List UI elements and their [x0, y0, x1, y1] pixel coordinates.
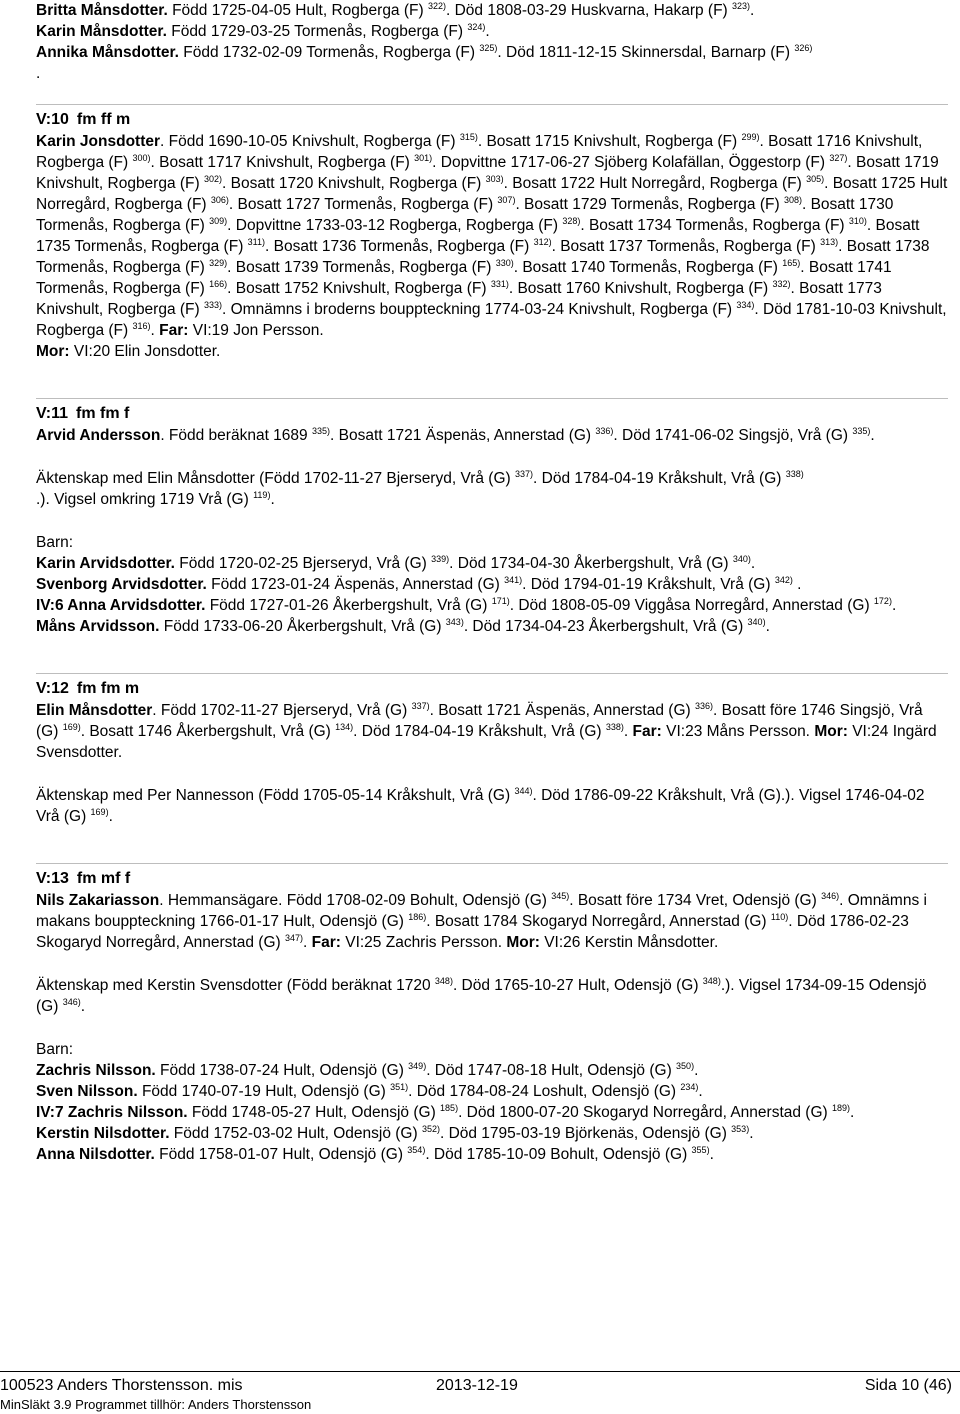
source-ref: 307)	[497, 195, 516, 205]
residence-text: . Bosatt 1738 Tormenås, Rogberga (F)	[36, 238, 930, 276]
source-ref: 328)	[562, 216, 581, 226]
person-name[interactable]: Annika Månsdotter.	[36, 44, 179, 61]
residence-text: . Bosatt 1760 Knivshult, Rogberga (F)	[508, 280, 773, 297]
father-link[interactable]: VI:25 Zachris Persson.	[340, 934, 503, 951]
source-ref: 303)	[485, 174, 504, 184]
child-entry	[36, 595, 948, 616]
source-ref: 301)	[414, 153, 433, 163]
source-ref: 185)	[440, 1103, 459, 1113]
child-entry	[36, 1081, 948, 1102]
page-footer	[0, 1377, 952, 1413]
source-ref: 332)	[772, 279, 791, 289]
child-entry	[36, 1123, 948, 1144]
source-ref: 166)	[209, 279, 228, 289]
source-ref: 334)	[736, 300, 755, 310]
source-ref: 343)	[445, 617, 464, 627]
source-ref: 234)	[680, 1082, 699, 1092]
person-biography: Karin Jonsdotter. Född 1690-10-05 Knivshult, Rogberga (F) $^{315)}$. Bosatt 1715 Knivshult, Rogberga (F) $^{299)}$. Bosatt 1716 Knivshult, Rogberga (F) $^{300)}$. Bosatt 1717 Knivshult, Rogberga (F) $^{301)}$. Dopvittne 1717-06-27 Sjöberg Kolafällan, Öggestorp (F) $^{327)}$. Bosatt 1719 Knivshult, Rogberga (F) $^{302)}$. Bosatt 1720 Knivshult, Rogberga (F) $^{303)}$. Bosatt 1722 Hult Norregård, Rogberga (F) $^{305)}$. Bosatt 1725 Hult Norregård, Rogberga (F) $^{306)}$. Bosatt 1727 Tormenås, Rogberga (F) $^{307)}$. Bosatt 1729 Tormenås, Rogberga (F) $^{308)}$. Bosatt 1730 Tormenås, Rogberga (F) $^{309)}$. Dopvittne 1733-03-12 Rogberga, Rogberga (F) $^{328)}$. Bosatt 1734 Tormenås, Rogberga (F) $^{310)}$. Bosatt 1735 Tormenås, Rogberga (F) $^{311)}$. Bosatt 1736 Tormenås, Rogberga (F) $^{312)}$. Bosatt 1737 Tormenås, Rogberga (F) $^{313)}$. Bosatt 1738 Tormenås, Rogberga (F) $^{329)}$. Bosatt 1739 Tormenås, Rogberga (F) $^{330)}$. Bosatt 1740 Tormenås, Rogberga (F) $^{165)}$. Bosatt 1741 Tormenås, Rogberga (F) $^{166)}$. Bosatt 1752 Knivshult, Rogberga (F) $^{331)}$. Bosatt 1760 Knivshult, Rogberga (F) $^{332)}$. Bosatt 1773 Knivshult, Rogberga (F) $^{333)}$. Omnämns i broderns bouppteckning 1774-03-24 Knivshult, Rogberga (F) $^{334)}$. Död 1781-10-03 Knivshult, Rogberga (F) $^{316)}$. Far: VI:19 Jon Persson. Mor: VI:20 Elin Jonsdotter.	[36, 132, 948, 360]
generation-heading: V:12 fm fm m	[36, 673, 948, 700]
source-ref: 311)	[247, 237, 266, 247]
person-biography: Nils Zakariasson. Hemmansägare. Född 1708-02-09 Bohult, Odensjö (G) $^{345)}$. Bosatt före 1734 Vret, Odensjö (G) $^{346)}$. Omnämns i makans bouppteckning 1766-01-17 Hult, Odensjö (G) $^{186)}$. Bosatt 1784 Skogaryd Norregård, Annerstad (G) $^{110)}$. Död 1786-02-23 Skogaryd Norregård, Annerstad (G) $^{347)}$. Far: VI:25 Zachris Persson. Mor: VI:26 Kerstin Månsdotter.	[36, 891, 927, 951]
source-ref: 189)	[832, 1103, 851, 1113]
children-heading: Barn:	[36, 534, 74, 551]
residence-text: . Bosatt 1715 Knivshult, Rogberga (F)	[477, 133, 742, 150]
person-biography: Arvid Andersson. Född beräknat 1689 $^{335)}$. Bosatt 1721 Äspenäs, Annerstad (G) $^{336)}$. Död 1741-06-02 Singsjö, Vrå (G) $^{335)}$.	[36, 426, 875, 444]
residence-text: . Omnämns i broderns bouppteckning 1774-03-24 Knivshult, Rogberga (F)	[222, 301, 737, 318]
child-name[interactable]: Måns Arvidsson.	[36, 618, 160, 635]
source-ref: 302)	[204, 174, 223, 184]
person-name[interactable]: Karin Månsdotter.	[36, 23, 167, 40]
residence-text: . Dopvittne 1717-06-27 Sjöberg Kolafällan, Öggestorp (F)	[432, 154, 830, 171]
children-list	[36, 553, 948, 637]
source-ref: 355)	[691, 1145, 710, 1155]
section-v13	[36, 863, 948, 1165]
child-name[interactable]: Zachris Nilsson.	[36, 1062, 156, 1079]
source-ref: 351)	[390, 1082, 409, 1092]
source-ref: 316)	[132, 321, 151, 331]
death-text: . Död 1795-03-19 Björkenäs, Odensjö (G)	[439, 1125, 732, 1142]
child-name[interactable]: IV:6 Anna Arvidsdotter.	[36, 597, 206, 614]
source-ref: 352)	[421, 1124, 440, 1134]
source-ref: 353)	[731, 1124, 750, 1134]
source-ref: 341)	[504, 575, 523, 585]
residence-text: . Bosatt 1734 Tormenås, Rogberga (F)	[580, 217, 849, 234]
person-name[interactable]: Arvid Andersson	[36, 427, 161, 444]
end-text: .	[850, 1104, 855, 1121]
source-ref: 329)	[209, 258, 228, 268]
residence-text: . Bosatt 1736 Tormenås, Rogberga (F)	[265, 238, 534, 255]
entry-annika: Annika Månsdotter. Född 1732-02-09 Tormenås, Rogberga (F) $^{325)}$. Död 1811-12-15 Skinnersdal, Barnarp (F) $^{326)}$ .	[36, 43, 813, 82]
source-ref: 339)	[431, 554, 450, 564]
residence-text: . Bosatt 1735 Tormenås, Rogberga (F)	[36, 217, 920, 255]
source-ref: 342)	[774, 575, 793, 585]
marriage-record: Äktenskap med Per Nannesson (Född 1705-05-14 Kråkshult, Vrå (G) $^{344)}$. Död 1786-09-22 Kråkshult, Vrå (G).). Vigsel 1746-04-02 Vrå (G) $^{169)}$.	[36, 786, 925, 825]
source-ref: 310)	[848, 216, 867, 226]
residence-text: . Bosatt 1729 Tormenås, Rogberga (F)	[515, 196, 784, 213]
residence-text: . Död 1781-10-03 Knivshult, Rogberga (F)	[36, 301, 947, 339]
footer-program: MinSläkt 3.9 Programmet tillhör: Anders Thorstensson	[0, 1397, 312, 1412]
section-v12	[36, 673, 948, 827]
source-ref: 306)	[210, 195, 229, 205]
source-ref: 309)	[209, 216, 228, 226]
section-v10	[36, 104, 948, 362]
child-entry	[36, 1060, 948, 1081]
generation-heading: V:13 fm mf f	[36, 863, 948, 890]
residence-text: . Född 1690-10-05 Knivshult, Rogberga (F)	[160, 133, 460, 150]
end-text: .	[709, 1146, 714, 1163]
death-text: . Död 1734-04-30 Åkerbergshult, Vrå (G)	[449, 555, 733, 572]
death-text: . Död 1784-08-24 Loshult, Odensjö (G)	[408, 1083, 681, 1100]
child-name[interactable]: Sven Nilsson.	[36, 1083, 138, 1100]
residence-text: . Bosatt 1737 Tormenås, Rogberga (F)	[551, 238, 821, 255]
marriage-record: Äktenskap med Kerstin Svensdotter (Född beräknat 1720 $^{348)}$. Död 1765-10-27 Hult, Odensjö (G) $^{348)}$.). Vigsel 1734-09-15 Odensjö (G) $^{346)}$.	[36, 976, 927, 1015]
children-heading: Barn:	[36, 1041, 74, 1058]
source-ref: 340)	[747, 617, 766, 627]
footer-file: 100523 Anders Thorstensson. mis	[0, 1377, 243, 1394]
children-list	[36, 1060, 948, 1165]
source-ref: 299)	[741, 132, 760, 142]
footer-page-number: Sida 10 (46)	[864, 1377, 952, 1394]
father-link[interactable]: VI:23 Måns Persson.	[661, 723, 810, 740]
birth-text: Född 1752-03-02 Hult, Odensjö (G)	[169, 1125, 422, 1142]
residence-text: . Bosatt 1741 Tormenås, Rogberga (F)	[36, 259, 892, 297]
source-ref: 312)	[533, 237, 552, 247]
source-ref: 315)	[459, 132, 478, 142]
source-ref: 340)	[732, 554, 751, 564]
footer-date: 2013-12-19	[436, 1377, 518, 1394]
child-name[interactable]: Karin Arvidsdotter.	[36, 555, 175, 572]
source-ref: 354)	[407, 1145, 426, 1155]
mother-link[interactable]: VI:20 Elin Jonsdotter.	[69, 343, 221, 360]
end-text: .	[694, 1062, 699, 1079]
residence-text: . Bosatt 1717 Knivshult, Rogberga (F)	[150, 154, 415, 171]
person-name[interactable]: Britta Månsdotter.	[36, 2, 168, 19]
top-entries	[36, 0, 948, 84]
child-name[interactable]: Svenborg Arvidsdotter.	[36, 576, 207, 593]
death-text: . Död 1734-04-23 Åkerbergshult, Vrå (G)	[463, 618, 748, 635]
footer-divider	[0, 1371, 960, 1372]
end-text: .	[792, 576, 802, 593]
birth-text: Född 1727-01-26 Åkerbergshult, Vrå (G)	[205, 597, 492, 614]
mother-link[interactable]: VI:24 Ingärd Svensdotter.	[36, 723, 937, 761]
residence-text: . Bosatt 1739 Tormenås, Rogberga (F)	[227, 259, 496, 276]
source-ref: 330)	[495, 258, 514, 268]
residence-text: . Bosatt 1740 Tormenås, Rogberga (F)	[513, 259, 783, 276]
end-text: .	[750, 555, 756, 572]
source-ref: 327)	[829, 153, 848, 163]
child-entry	[36, 1102, 948, 1123]
death-text: . Död 1808-05-09 Viggåsa Norregård, Annerstad (G)	[509, 597, 874, 614]
person-name[interactable]: Elin Månsdotter	[36, 702, 153, 719]
source-ref: 350)	[676, 1061, 695, 1071]
residence-text: . Bosatt 1722 Hult Norregård, Rogberga (F)	[503, 175, 807, 192]
death-text: . Död 1785-10-09 Bohult, Odensjö (G)	[425, 1146, 692, 1163]
residence-text: . Bosatt 1725 Hult Norregård, Rogberga (F)	[36, 175, 948, 213]
person-name[interactable]: Karin Jonsdotter	[36, 133, 161, 150]
source-ref: 308)	[783, 195, 802, 205]
birth-text: Född 1738-07-24 Hult, Odensjö (G)	[155, 1062, 409, 1079]
death-text: . Död 1747-08-18 Hult, Odensjö (G)	[426, 1062, 677, 1079]
child-entry	[36, 553, 948, 574]
end-text: .	[765, 618, 770, 635]
mother-link[interactable]: VI:26 Kerstin Månsdotter.	[539, 934, 719, 951]
person-name[interactable]: Nils Zakariasson	[36, 892, 160, 909]
residence-text: . Dopvittne 1733-03-12 Rogberga, Rogberga (F)	[227, 217, 563, 234]
document-page	[36, 0, 948, 1165]
generation-heading: V:11 fm fm f	[36, 398, 948, 425]
section-v11	[36, 398, 948, 637]
child-entry	[36, 1144, 948, 1165]
entry-britta: Britta Månsdotter. Född 1725-04-05 Hult, Rogberga (F) $^{322)}$. Död 1808-03-29 Huskvarna, Hakarp (F) $^{323)}$.	[36, 1, 755, 19]
person-biography: Elin Månsdotter. Född 1702-11-27 Bjerseryd, Vrå (G) $^{337)}$. Bosatt 1721 Äspenäs, Annerstad (G) $^{336)}$. Bosatt före 1746 Singsjö, Vrå (G) $^{169)}$. Bosatt 1746 Åkerbergshult, Vrå (G) $^{134)}$. Död 1784-04-19 Kråkshult, Vrå (G) $^{338)}$. Far: VI:23 Måns Persson. Mor: VI:24 Ingärd Svensdotter.	[36, 701, 937, 761]
source-ref: 349)	[408, 1061, 427, 1071]
source-ref: 165)	[782, 258, 801, 268]
source-ref: 171)	[491, 596, 510, 606]
child-name[interactable]: IV:7 Zachris Nilsson.	[36, 1104, 188, 1121]
death-text: . Död 1794-01-19 Kråkshult, Vrå (G)	[522, 576, 775, 593]
source-ref: 313)	[820, 237, 839, 247]
source-ref: 333)	[204, 300, 223, 310]
birth-text: Född 1740-07-19 Hult, Odensjö (G)	[137, 1083, 391, 1100]
birth-text: Född 1723-01-24 Äspenäs, Annerstad (G)	[206, 576, 505, 593]
birth-text: Född 1733-06-20 Åkerbergshult, Vrå (G)	[159, 618, 446, 635]
end-text: .	[749, 1125, 754, 1142]
source-ref: 172)	[873, 596, 892, 606]
father-link[interactable]: VI:19 Jon Persson.	[188, 322, 324, 339]
residence-text: . Bosatt 1719 Knivshult, Rogberga (F)	[36, 154, 939, 192]
death-text: . Död 1800-07-20 Skogaryd Norregård, Annerstad (G)	[458, 1104, 832, 1121]
birth-text: Född 1758-01-07 Hult, Odensjö (G)	[154, 1146, 408, 1163]
child-name[interactable]: Anna Nilsdotter.	[36, 1146, 155, 1163]
child-entry	[36, 574, 948, 595]
birth-text: Född 1720-02-25 Bjerseryd, Vrå (G)	[174, 555, 432, 572]
source-ref: 305)	[806, 174, 825, 184]
marriage-record: Äktenskap med Elin Månsdotter (Född 1702-11-27 Bjerseryd, Vrå (G) $^{337)}$. Död 1784-04-19 Kråkshult, Vrå (G) $^{338)}$ .). Vigsel omkring 1719 Vrå (G) $^{119)}$.	[36, 469, 804, 508]
end-text: .	[891, 597, 897, 614]
child-entry	[36, 616, 948, 637]
residence-text: . Bosatt 1727 Tormenås, Rogberga (F)	[228, 196, 498, 213]
residence-text: . Bosatt 1720 Knivshult, Rogberga (F)	[222, 175, 486, 192]
child-name[interactable]: Kerstin Nilsdotter.	[36, 1125, 170, 1142]
generation-heading: V:10 fm ff m	[36, 104, 948, 131]
residence-text: . Bosatt 1730 Tormenås, Rogberga (F)	[36, 196, 894, 234]
entry-karin: Karin Månsdotter. Född 1729-03-25 Tormenås, Rogberga (F) $^{324)}$.	[36, 22, 490, 40]
birth-text: Född 1748-05-27 Hult, Odensjö (G)	[187, 1104, 441, 1121]
residence-text: . Bosatt 1773 Knivshult, Rogberga (F)	[36, 280, 882, 318]
residence-text: . Bosatt 1716 Knivshult, Rogberga (F)	[36, 133, 923, 171]
source-ref: 300)	[132, 153, 151, 163]
end-text: .	[698, 1083, 703, 1100]
residence-text: . Bosatt 1752 Knivshult, Rogberga (F)	[227, 280, 491, 297]
source-ref: 331)	[490, 279, 509, 289]
